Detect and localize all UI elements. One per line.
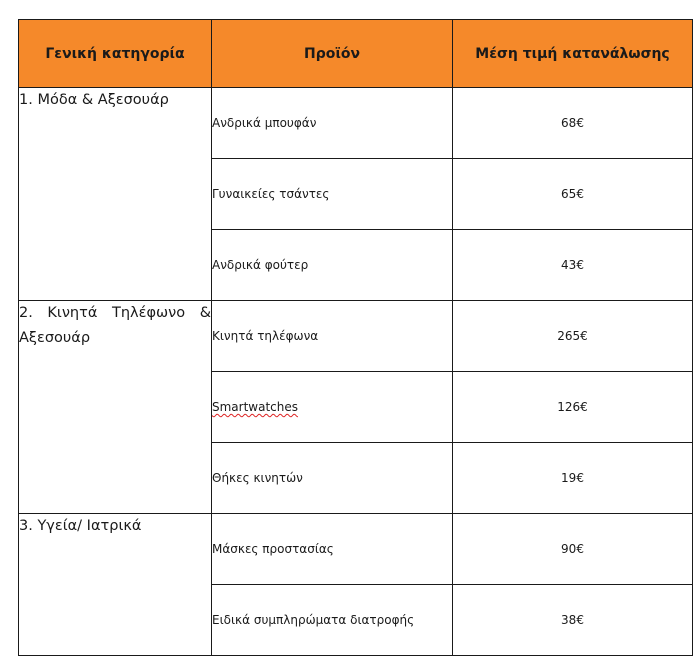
price-cell: 65€: [453, 159, 693, 230]
product-cell: Γυναικείες τσάντες: [212, 159, 453, 230]
category-cell-fashion: 1. Μόδα & Αξεσουάρ: [19, 88, 212, 301]
table-row: [19, 88, 693, 159]
header-product: Προϊόν: [212, 20, 453, 88]
price-cell: 90€: [453, 514, 693, 585]
product-cell: Κινητά τηλέφωνα: [212, 301, 453, 372]
header-category: Γενική κατηγορία: [19, 20, 212, 88]
price-cell: 68€: [453, 88, 693, 159]
spellcheck-underlined-text: Smartwatches: [212, 400, 299, 414]
product-cell: Θήκες κινητών: [212, 443, 453, 514]
price-cell: 19€: [453, 443, 693, 514]
product-cell: Ανδρικά φούτερ: [212, 230, 453, 301]
table-row: [19, 301, 693, 372]
table-row: [19, 514, 693, 585]
product-cell: [212, 372, 453, 443]
price-table: [18, 19, 693, 656]
header-price: Μέση τιμή κατανάλωσης: [453, 20, 693, 88]
category-cell-phones: 2. Κινητά Τηλέφωνο & Αξεσουάρ: [19, 301, 212, 514]
category-cell-health: 3. Υγεία/ Ιατρικά: [19, 514, 212, 656]
product-cell: Ανδρικά μπουφάν: [212, 88, 453, 159]
product-cell: Ειδικά συμπληρώματα διατροφής: [212, 585, 453, 656]
price-cell: 126€: [453, 372, 693, 443]
table-header-row: [19, 20, 693, 88]
price-cell: 38€: [453, 585, 693, 656]
product-cell: Μάσκες προστασίας: [212, 514, 453, 585]
price-cell: 265€: [453, 301, 693, 372]
price-cell: 43€: [453, 230, 693, 301]
